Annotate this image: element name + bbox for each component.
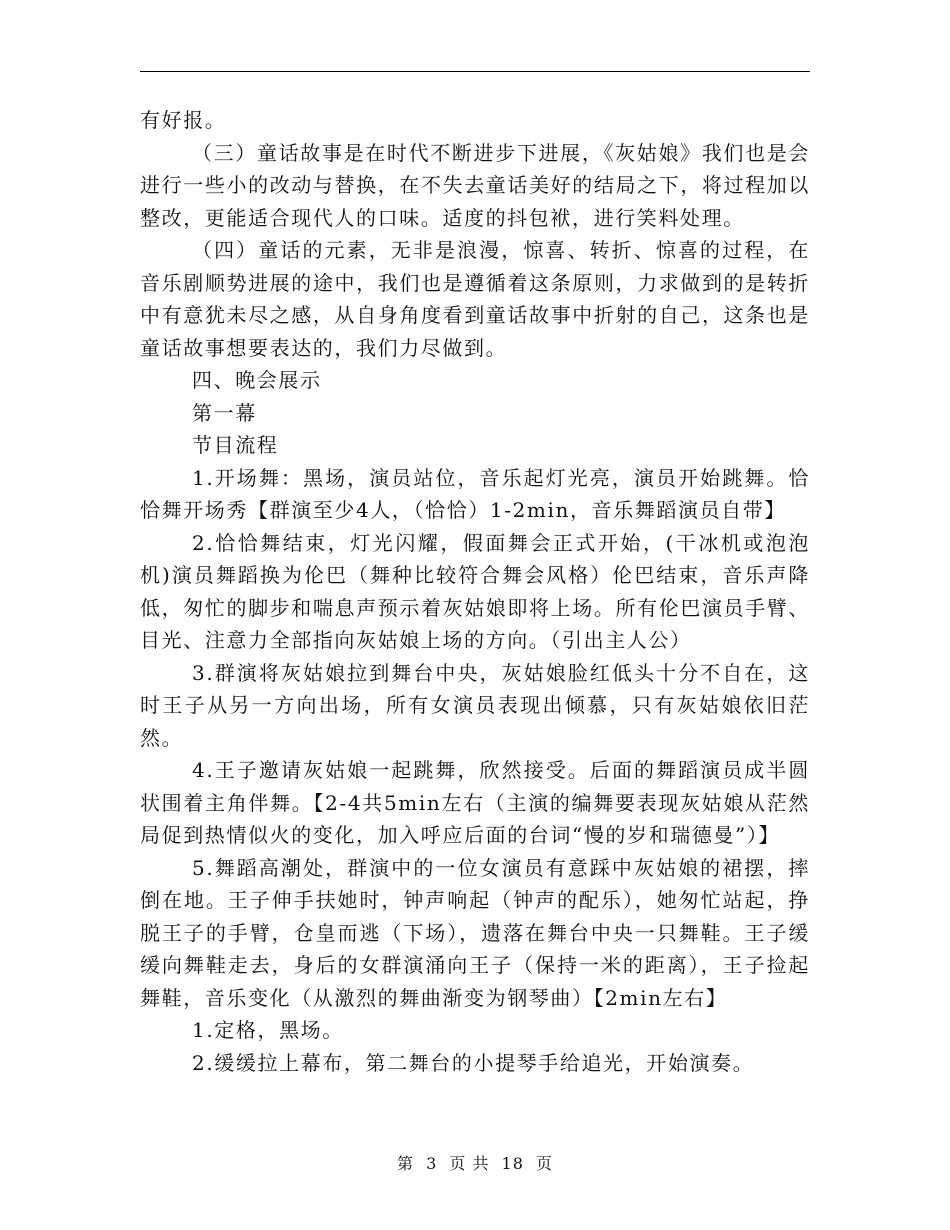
- flow-item-3: 3.群演将灰姑娘拉到舞台中央，灰姑娘脸红低头十分不自在，这时王子从另一方向出场，所有女演员表现出倾慕，只有灰姑娘依旧茫然。: [140, 660, 810, 750]
- document-body: [140, 104, 810, 1079]
- paragraph-point-four: （四）童话的元素，无非是浪漫，惊喜、转折、惊喜的过程，在音乐剧顺势进展的途中，我们也是遵循着这条原则，力求做到的是转折中有意犹未尽之感，从自身角度看到童话故事中折射的自己，这条也是童话故事想要表达的，我们力尽做到。: [140, 238, 810, 360]
- act-heading: 第一幕: [192, 400, 257, 425]
- section-heading: 四、晚会展示: [192, 368, 322, 392]
- flow-item-5: 5.舞蹈高潮处，群演中的一位女演员有意踩中灰姑娘的裙摆，摔倒在地。王子伸手扶她时，钟声响起（钟声的配乐），她匆忙站起，挣脱王子的手臂，仓皇而逃（下场），遗落在舞台中央一只舞鞋。王子缓缓向舞鞋走去，身后的女群演涌向王子（保持一米的距离），王子捡起舞鞋，音乐变化（从激烈的舞曲渐变为钢琴曲）【2min左右】: [140, 855, 810, 1010]
- header-rule: [140, 71, 810, 72]
- page-footer: [0, 1151, 950, 1174]
- paragraph-point-three: （三）童话故事是在时代不断进步下进展，《灰姑娘》我们也是会进行一些小的改动与替换，在不失去童话美好的结局之下，将过程加以整改，更能适合现代人的口味。适度的抖包袱，进行笑料处理。: [140, 140, 810, 230]
- sub-item-1: 1.定格，黑场。: [192, 1018, 344, 1042]
- program-flow-heading: 节目流程: [192, 433, 279, 457]
- flow-item-4: 4.王子邀请灰姑娘一起跳舞，欣然接受。后面的舞蹈演员成半圆状围着主角伴舞。【2-4共5min左右（主演的编舞要表现灰姑娘从茫然局促到热情似火的变化，加入呼应后面的台词“慢的岁和瑞德曼”）】: [140, 758, 810, 847]
- sub-item-2: 2.缓缓拉上幕布，第二舞台的小提琴手给追光，开始演奏。: [192, 1050, 755, 1075]
- flow-item-1: 1.开场舞：黑场，演员站位，音乐起灯光亮，演员开始跳舞。恰恰舞开场秀【群演至少4人，（恰恰）1-2min，音乐舞蹈演员自带】: [140, 465, 810, 522]
- total-page-count: 18: [501, 1154, 524, 1173]
- flow-item-2: 2.恰恰舞结束，灯光闪耀，假面舞会正式开始，(干冰机或泡泡机)演员舞蹈换为伦巴（舞种比较符合舞会风格）伦巴结束，音乐声降低，匆忙的脚步和喘息声预示着灰姑娘即将上场。所有伦巴演员手臂、目光、注意力全部指向灰姑娘上场的方向。（引出主人公）: [140, 530, 810, 652]
- page-suffix: 页: [536, 1154, 554, 1173]
- page-mid-text: 页 共: [449, 1154, 490, 1173]
- page-prefix: 第: [396, 1154, 414, 1173]
- current-page-number: 3: [426, 1154, 438, 1173]
- paragraph-continuation: 有好报。: [140, 108, 227, 132]
